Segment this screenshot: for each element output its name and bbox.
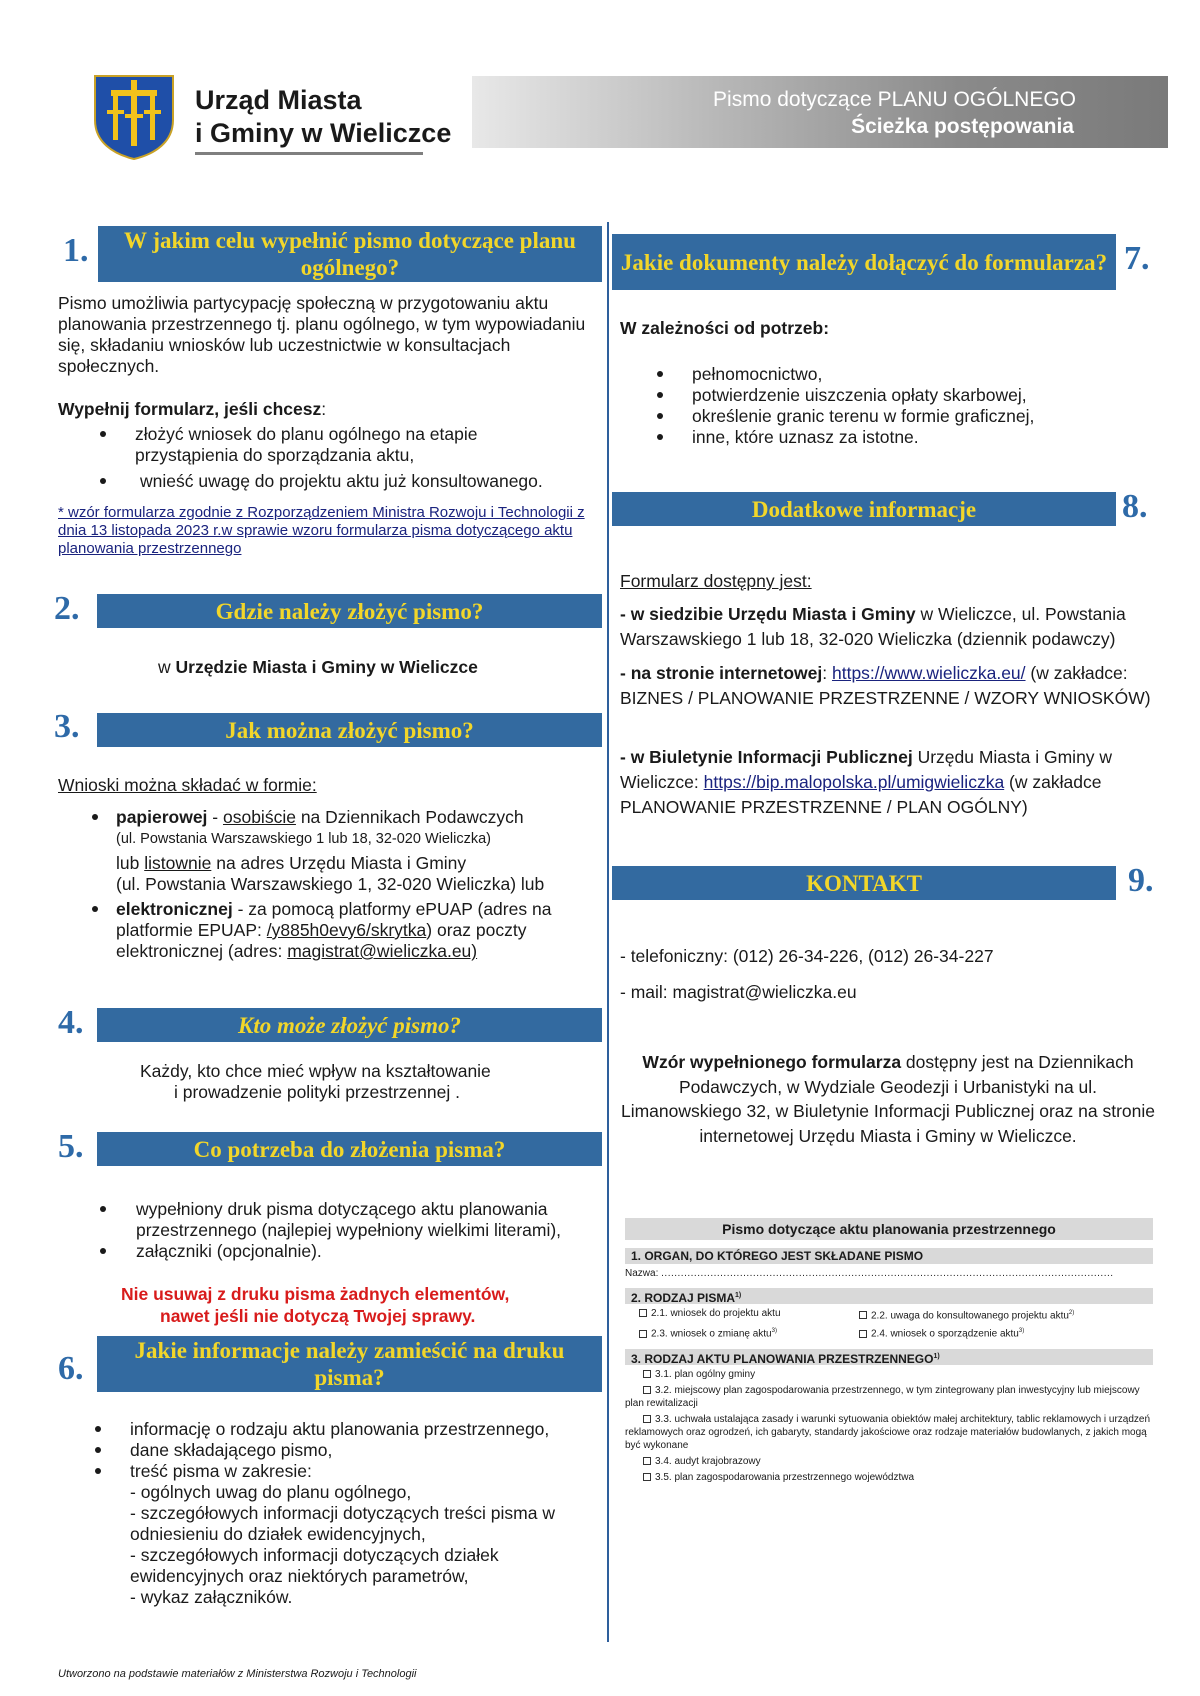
section-8-lead: Formularz dostępny jest:: [620, 571, 812, 591]
section-5-warning-2: nawet jeśli nie dotyczą Twojej sprawy.: [160, 1306, 476, 1326]
bullet-dot: [95, 1426, 101, 1432]
contact-mail: - mail: magistrat@wieliczka.eu: [620, 982, 857, 1002]
office-address: w Wieliczce, ul. Powstania Warszawskiego 1 lub 18, 32-020 Wieliczka (dziennik podawczy): [620, 604, 1126, 649]
option-2-4-sup: 3): [1018, 1328, 1025, 1335]
section-8-item-c: [620, 745, 1160, 820]
website-colon: :: [822, 663, 832, 683]
bullet-dot: [657, 371, 663, 377]
form-name-label: Nazwa:: [625, 1268, 659, 1279]
column-divider: [607, 222, 609, 1642]
sample-form-rest: dostępny jest na Dziennikach Podawczych, w Wydziale Geodezji i Urbanistyki na ul. Limanowskiego 32, w Biuletynie Informacji Publicznej oraz na stronie internetowej Urzędu Miasta i Gminy w Wieliczce.: [620, 1052, 1155, 1146]
section-6-subitem-3: - szczegółowych informacji dotyczących działek ewidencyjnych oraz niektórych parametrów,: [130, 1545, 499, 1586]
section-7-number: 7.: [1124, 240, 1150, 277]
sample-form-note: [618, 1050, 1158, 1148]
paper-rest: na Dziennikach Podawczych: [295, 807, 524, 827]
bullet-dot: [92, 814, 98, 820]
option-3-3: 3.3. uchwała ustalająca zasady i warunki sytuowania obiektów małej architektury, tablic reklamowych i urządzeń reklamowych oraz ogrodzeń, ich gabaryty, standardy jakościowe oraz rodzaje materiałów budowlanych, z jakich mogą być wykonane: [625, 1413, 1151, 1451]
checkbox-2-4[interactable]: [859, 1330, 867, 1338]
place-prefix: w: [158, 657, 176, 677]
crest-icon: [93, 74, 175, 160]
sample-form-bold: Wzór wypełnionego formularza: [642, 1052, 902, 1072]
bullet-dot: [657, 434, 663, 440]
section-6-item-2: dane składającego pismo,: [130, 1440, 333, 1460]
section-1-item-2: wnieść uwagę do projektu aktu już konsultowanego.: [140, 471, 543, 491]
section-5-warning-1: Nie usuwaj z druku pisma żadnych elementów,: [121, 1284, 510, 1304]
section-3-mail-address: (ul. Powstania Warszawskiego 1, 32-020 Wieliczka) lub: [116, 874, 545, 894]
section-1-intro: Pismo umożliwia partycypację społeczną w przygotowaniu aktu planowania przestrzennego tj. planu ogólnego, w tym wypowiadaniu się, składaniu wniosków lub uczestnictwie w konsultacjach społecznych.: [58, 293, 586, 376]
header-bar-line1: Pismo dotyczące PLANU OGÓLNEGO: [713, 88, 1076, 111]
section-3-lead: Wnioski można składać w formie:: [58, 775, 317, 795]
website-label: - na stronie internetowej: [620, 663, 823, 683]
section-4-title: Kto może złożyć pismo?: [97, 1008, 602, 1042]
section-1-regulation-note[interactable]: * wzór formularza zgodnie z Rozporządzeniem Ministra Rozwoju i Technologii z dnia 13 listopada 2023 r.w sprawie wzoru formularza pisma dotyczącego aktu planowania przestrzennego: [58, 504, 585, 557]
electronic-rest-2: ) oraz poczty elektronicznej (adres:: [116, 920, 527, 961]
org-name-line2: i Gminy w Wieliczce: [195, 118, 452, 148]
option-2-4: 2.4. wniosek o sporządzenie aktu: [871, 1328, 1019, 1340]
paper-dash: -: [207, 807, 223, 827]
electronic-label: elektronicznej: [116, 899, 233, 919]
form-section-3-sup: 1): [933, 1352, 940, 1360]
section-1-title: W jakim celu wypełnić pismo dotyczące planu ogólnego?: [98, 226, 602, 282]
section-3-paper: [116, 807, 578, 828]
section-9-number: 9.: [1128, 862, 1154, 899]
section-4-line-1: Każdy, kto chce mieć wpływ na kształtowanie: [140, 1061, 491, 1081]
option-3-5: 3.5. plan zagospodarowania przestrzennego województwa: [655, 1471, 915, 1483]
form-section-1: [625, 1248, 1153, 1264]
bip-rest-2: (w zakładce PLANOWANIE PRZESTRZENNE / PLAN OGÓLNY): [620, 772, 1102, 817]
option-2-3-sup: 3): [771, 1328, 777, 1335]
org-name-line1: Urząd Miasta: [195, 85, 362, 115]
fill-lead-bold: Wypełnij formularz, jeśli chcesz: [58, 399, 322, 419]
section-3-electronic: [116, 899, 586, 962]
section-5-item-2: załączniki (opcjonalnie).: [136, 1241, 322, 1261]
checkbox-3-5[interactable]: [643, 1473, 651, 1481]
bip-rest-1: Urzędu Miasta i Gminy w Wieliczce:: [620, 747, 1113, 792]
section-6-item-3: treść pisma w zakresie:: [130, 1461, 312, 1481]
header-bar-line2: Ścieżka postępowania: [851, 115, 1074, 138]
section-7-lead: W zależności od potrzeb:: [620, 318, 830, 338]
bullet-dot: [100, 1206, 106, 1212]
option-2-3: 2.3. wniosek o zmianę aktu: [651, 1328, 772, 1340]
form-section-3: [625, 1349, 1153, 1365]
form-row-3-5: [625, 1471, 1153, 1484]
section-6-subitem-2: - szczegółowych informacji dotyczących treści pisma w odniesieniu do działek ewidencyjnych,: [130, 1503, 555, 1544]
website-link[interactable]: https://www.wieliczka.eu/: [831, 663, 1026, 683]
section-4-line-2: i prowadzenie polityki przestrzennej .: [174, 1082, 460, 1102]
section-9-title: KONTAKT: [612, 866, 1116, 900]
fill-lead-colon: :: [321, 399, 327, 419]
checkbox-3-2[interactable]: [643, 1386, 651, 1394]
section-7-item-2: potwierdzenie uiszczenia opłaty skarbowej,: [692, 385, 1027, 405]
mail-prefix: lub: [116, 853, 145, 873]
bullet-dot: [100, 431, 106, 437]
section-8-number: 8.: [1122, 488, 1148, 525]
section-5-title: Co potrzeba do złożenia pisma?: [97, 1132, 602, 1166]
epuap-address[interactable]: /y885h0evy6/skrytka: [266, 920, 427, 940]
form-section-3-label: 3. RODZAJ AKTU PLANOWANIA PRZESTRZENNEGO: [631, 1351, 934, 1366]
form-title: Pismo dotyczące aktu planowania przestrzennego: [625, 1218, 1153, 1240]
section-7-title: Jakie dokumenty należy dołączyć do formularza?: [612, 234, 1116, 290]
checkbox-3-4[interactable]: [643, 1457, 651, 1465]
org-underline: [195, 152, 423, 155]
office-label: - w siedzibie Urzędu Miasta i Gminy: [620, 604, 916, 624]
section-3-title: Jak można złożyć pismo?: [97, 713, 602, 747]
bullet-dot: [95, 1468, 101, 1474]
footer-note: Utworzono na podstawie materiałów z Ministerstwa Rozwoju i Technologii: [58, 1668, 417, 1680]
section-5-number: 5.: [58, 1128, 84, 1165]
form-row-3-3: [625, 1413, 1153, 1452]
checkbox-3-3[interactable]: [643, 1415, 651, 1423]
section-2-place: [158, 657, 478, 678]
section-2-title: Gdzie należy złożyć pismo?: [97, 594, 602, 628]
section-8-title: Dodatkowe informacje: [612, 492, 1116, 526]
section-3-number: 3.: [54, 708, 80, 745]
form-section-2-sup: 1): [735, 1292, 742, 1299]
checkbox-2-3[interactable]: [639, 1330, 647, 1338]
section-1-item-1: złożyć wniosek do planu ogólnego na etapie przystąpienia do sporządzania aktu,: [135, 424, 478, 465]
form-section-1-label: 1. ORGAN, DO KTÓREGO JEST SKŁADANE PISMO: [631, 1249, 924, 1263]
mail-rest: na adres Urzędu Miasta i Gminy: [211, 853, 467, 873]
bullet-dot: [100, 1248, 106, 1254]
section-4-number: 4.: [58, 1004, 84, 1041]
option-3-2: 3.2. miejscowy plan zagospodarowania przestrzennego, w tym zintegrowany plan inwestycyjny lub miejscowy plan rewitalizacji: [625, 1384, 1140, 1409]
bullet-dot: [657, 392, 663, 398]
form-row-2a: [625, 1307, 1153, 1322]
option-2-2-sup: 2): [1068, 1310, 1075, 1316]
form-row-3-4: [625, 1455, 1153, 1468]
paper-personal: osobiście: [222, 807, 296, 827]
email-address[interactable]: magistrat@wieliczka.eu): [287, 941, 478, 961]
section-3-paper-address: (ul. Powstania Warszawskiego 1 lub 18, 32-020 Wieliczka): [116, 831, 492, 847]
electronic-rest-1: - za pomocą platformy ePUAP (adres na platformie EPUAP:: [116, 899, 552, 940]
section-6-item-1: informację o rodzaju aktu planowania przestrzennego,: [130, 1419, 550, 1439]
form-row-2b: [625, 1325, 1153, 1340]
form-preview: [625, 1218, 1153, 1484]
section-6-subitem-4: - wykaz załączników.: [130, 1587, 293, 1607]
bullet-dot: [92, 906, 98, 912]
section-6-subitem-1: - ogólnych uwag do planu ogólnego,: [130, 1482, 412, 1502]
bullet-dot: [95, 1447, 101, 1453]
section-7-item-3: określenie granic terenu w formie graficznej,: [692, 406, 1035, 426]
form-section-2-label: 2. RODZAJ PISMA: [631, 1291, 736, 1305]
bip-link[interactable]: https://bip.malopolska.pl/umigwieliczka: [703, 772, 1005, 792]
checkbox-2-2[interactable]: [859, 1311, 867, 1319]
bip-label: - w Biuletynie Informacji Publicznej: [620, 747, 913, 767]
paper-label: papierowej: [116, 807, 208, 827]
section-6-title: Jakie informacje należy zamieścić na druku pisma?: [97, 1336, 602, 1392]
form-name-row: [625, 1267, 1153, 1280]
bullet-dot: [100, 478, 106, 484]
option-3-1: 3.1. plan ogólny gminy: [655, 1368, 756, 1380]
form-row-3-1: [625, 1368, 1153, 1381]
section-8-item-a: [620, 602, 1160, 652]
form-section-2: [625, 1288, 1153, 1304]
section-5-item-1: wypełniony druk pisma dotyczącego aktu planowania przestrzennego (najlepiej wypełniony wielkimi literami),: [136, 1199, 562, 1240]
header-bar: [472, 76, 1168, 148]
option-2-2: 2.2. uwaga do konsultowanego projektu aktu: [871, 1310, 1069, 1322]
section-6-number: 6.: [58, 1350, 84, 1387]
option-3-4: 3.4. audyt krajobrazowy: [655, 1455, 761, 1467]
org-name: [195, 84, 451, 150]
option-2-1: 2.1. wniosek do projektu aktu: [651, 1308, 781, 1319]
section-3-mail: [116, 853, 466, 874]
checkbox-2-1[interactable]: [639, 1309, 647, 1317]
website-tab: (w zakładce: BIZNES / PLANOWANIE PRZESTRZENNE / WZORY WNIOSKÓW): [620, 663, 1151, 708]
form-name-dots: ..........................................................................................................................................: [661, 1268, 1114, 1279]
section-7-item-4: inne, które uznasz za istotne.: [692, 427, 919, 447]
form-row-3-2: [625, 1384, 1153, 1410]
place-name: Urzędzie Miasta i Gminy w Wieliczce: [175, 657, 478, 677]
mail-word: listownie: [144, 853, 212, 873]
contact-phone: - telefoniczny: (012) 26-34-226, (012) 26-34-227: [620, 946, 994, 966]
section-2-number: 2.: [54, 590, 80, 627]
section-1-fill-lead: [58, 399, 326, 420]
section-1-number: 1.: [63, 232, 89, 269]
bullet-dot: [657, 413, 663, 419]
section-8-item-b: [620, 661, 1160, 711]
section-7-item-1: pełnomocnictwo,: [692, 364, 823, 384]
checkbox-3-1[interactable]: [643, 1370, 651, 1378]
